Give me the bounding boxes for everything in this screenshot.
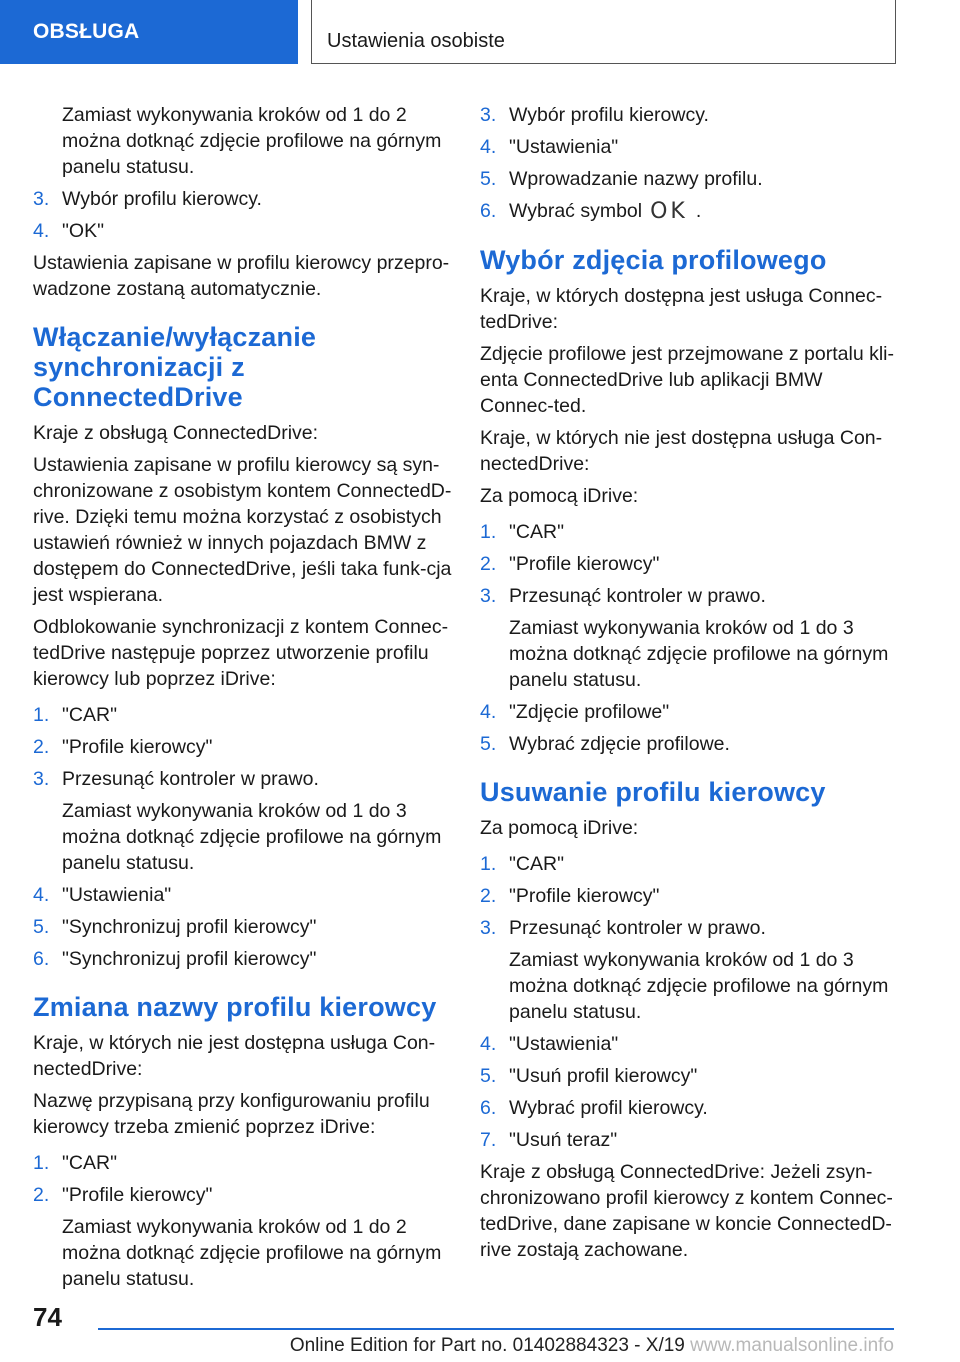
list-item (33, 218, 453, 244)
paragraph: Nazwę przypisaną przy konfigurowaniu profilu kierowcy trzeba zmienić poprzez iDrive: (33, 1090, 430, 1138)
step-number: 4. (33, 220, 50, 242)
list-item (480, 519, 900, 545)
list-item (33, 766, 453, 792)
step-list (33, 702, 453, 792)
step-text: "Ustawienia" (62, 884, 172, 906)
list-item (480, 1063, 900, 1089)
list-item (480, 883, 900, 909)
step-note: Zamiast wykonywania kroków od 1 do 2 można dotknąć zdjęcie profilowe na górnym panelu statusu. (62, 104, 442, 178)
step-note: Zamiast wykonywania kroków od 1 do 3 można dotknąć zdjęcie profilowe na górnym panelu statusu. (62, 800, 442, 874)
list-item (33, 734, 453, 760)
step-text: "Ustawienia" (509, 136, 619, 158)
step-text: Wybrać profil kierowcy. (509, 1097, 708, 1119)
step-number: 3. (480, 585, 497, 607)
paragraph: Odblokowanie synchronizacji z kontem Connec-tedDrive następuje poprzez utworzenie profilu kierowcy lub poprzez iDrive: (33, 616, 449, 690)
list-item (33, 186, 453, 212)
step-note: Zamiast wykonywania kroków od 1 do 3 można dotknąć zdjęcie profilowe na górnym panelu statusu. (509, 617, 889, 691)
paragraph: Ustawienia zapisane w profilu kierowcy są syn-chronizowane z osobistym kontem ConnectedD-rive. Dzięki temu można korzystać z osobistych ustawień również w innych pojazdach BMW z dostępem do ConnectedDrive, jeśli taka funk-cja jest wspierana. (33, 454, 452, 606)
step-list (480, 699, 900, 757)
list-item (480, 1095, 900, 1121)
step-number: 6. (480, 200, 497, 222)
step-text: "Usuń teraz" (509, 1129, 618, 1151)
list-item (480, 699, 900, 725)
step-text: Przesunąć kontroler w prawo. (62, 768, 319, 790)
step-number: 2. (33, 1184, 50, 1206)
watermark: www.manualsonline.info (690, 1335, 894, 1356)
step-text: "CAR" (62, 704, 118, 726)
step-number: 5. (480, 168, 497, 190)
step-list (480, 851, 900, 941)
step-text: "Zdjęcie profilowe" (509, 701, 670, 723)
step-text: "Profile kierowcy" (62, 736, 213, 758)
section-heading-sync: Włączanie/wyłączanie synchronizacji z ConnectedDrive (33, 322, 317, 412)
step-number: 1. (480, 521, 497, 543)
step-text: Przesunąć kontroler w prawo. (509, 585, 766, 607)
list-item (33, 882, 453, 908)
step-number: 5. (33, 916, 50, 938)
step-number: 2. (33, 736, 50, 758)
step-number: 3. (480, 104, 497, 126)
footer-divider (98, 1328, 894, 1330)
step-text: Wybór profilu kierowcy. (62, 188, 262, 210)
section-tab: OBSŁUGA (0, 0, 298, 64)
step-list (33, 882, 453, 972)
paragraph: Kraje, w których dostępna jest usługa Connec-tedDrive: (480, 285, 883, 333)
list-item (480, 851, 900, 877)
step-text: Wybór profilu kierowcy. (509, 104, 709, 126)
list-item (480, 198, 900, 225)
paragraph: Zdjęcie profilowe jest przejmowane z portalu kli-enta ConnectedDrive lub aplikacji BMW Connec-ted. (480, 343, 895, 417)
step-text: Przesunąć kontroler w prawo. (509, 917, 766, 939)
list-item (480, 102, 900, 128)
paragraph: Kraje z obsługą ConnectedDrive: Jeżeli zsyn-chronizowano profil kierowcy z kontem Connec-tedDrive, dane zapisane w koncie ConnectedD-rive zostają zachowane. (480, 1161, 893, 1261)
step-number: 5. (480, 733, 497, 755)
list-item (480, 551, 900, 577)
list-item (480, 1127, 900, 1153)
step-list (33, 186, 453, 244)
chapter-title: Ustawienia osobiste (311, 0, 896, 64)
list-item (480, 134, 900, 160)
step-text: Wprowadzanie nazwy profilu. (509, 168, 763, 190)
left-column (33, 102, 453, 1298)
step-list (480, 102, 900, 225)
step-number: 6. (480, 1097, 497, 1119)
paragraph: Kraje, w których nie jest dostępna usługa Con-nectedDrive: (480, 427, 883, 475)
step-text: Wybrać zdjęcie profilowe. (509, 733, 730, 755)
step-list (480, 1031, 900, 1153)
step-number: 1. (480, 853, 497, 875)
right-column (480, 102, 900, 1269)
step-list (480, 519, 900, 609)
list-item (33, 1182, 453, 1208)
step-text: "CAR" (509, 521, 565, 543)
section-heading-photo: Wybór zdjęcia profilowego (480, 245, 827, 275)
step-number: 1. (33, 1152, 50, 1174)
step-text: Wybrać symbol (509, 200, 643, 222)
step-text: "CAR" (62, 1152, 118, 1174)
step-text: "OK" (62, 220, 105, 242)
step-number: 2. (480, 885, 497, 907)
step-text: "Synchronizuj profil kierowcy" (62, 916, 317, 938)
paragraph: Za pomocą iDrive: (480, 485, 639, 507)
list-item (480, 1031, 900, 1057)
edition-text: Online Edition for Part no. 01402884323 - X/19 (289, 1335, 685, 1356)
list-item (480, 731, 900, 757)
step-number: 4. (480, 701, 497, 723)
paragraph: Za pomocą iDrive: (480, 817, 639, 839)
step-number: 4. (480, 136, 497, 158)
page-header (0, 0, 960, 66)
step-number: 2. (480, 553, 497, 575)
step-number: 1. (33, 704, 50, 726)
paragraph: Kraje, w których nie jest dostępna usługa Con-nectedDrive: (33, 1032, 436, 1080)
step-note: Zamiast wykonywania kroków od 1 do 2 można dotknąć zdjęcie profilowe na górnym panelu statusu. (62, 1216, 442, 1290)
list-item (33, 1150, 453, 1176)
paragraph: Ustawienia zapisane w profilu kierowcy przepro-wadzone zostaną automatycznie. (33, 252, 450, 300)
step-text: "Profile kierowcy" (509, 553, 660, 575)
ok-icon: OK (650, 199, 688, 224)
step-text: "Profile kierowcy" (509, 885, 660, 907)
list-item (33, 702, 453, 728)
section-heading-rename: Zmiana nazwy profilu kierowcy (33, 992, 437, 1022)
step-number: 3. (480, 917, 497, 939)
footer-edition (98, 1335, 894, 1357)
step-note: Zamiast wykonywania kroków od 1 do 3 można dotknąć zdjęcie profilowe na górnym panelu statusu. (509, 949, 889, 1023)
step-text: "Usuń profil kierowcy" (509, 1065, 698, 1087)
page-number: 74 (33, 1302, 62, 1332)
paragraph: Kraje z obsługą ConnectedDrive: (33, 422, 319, 444)
list-item (33, 914, 453, 940)
step-number: 4. (33, 884, 50, 906)
step-number: 7. (480, 1129, 497, 1151)
list-item (33, 946, 453, 972)
list-item (480, 915, 900, 941)
step-number: 3. (33, 768, 50, 790)
list-item (480, 583, 900, 609)
step-number: 5. (480, 1065, 497, 1087)
list-item (480, 166, 900, 192)
step-number: 3. (33, 188, 50, 210)
step-number: 4. (480, 1033, 497, 1055)
step-list (33, 1150, 453, 1208)
step-text: "Profile kierowcy" (62, 1184, 213, 1206)
step-text: "Ustawienia" (509, 1033, 619, 1055)
step-text: "CAR" (509, 853, 565, 875)
section-heading-delete: Usuwanie profilu kierowcy (480, 777, 826, 807)
step-number: 6. (33, 948, 50, 970)
step-text: "Synchronizuj profil kierowcy" (62, 948, 317, 970)
step-text-end: . (695, 200, 702, 222)
